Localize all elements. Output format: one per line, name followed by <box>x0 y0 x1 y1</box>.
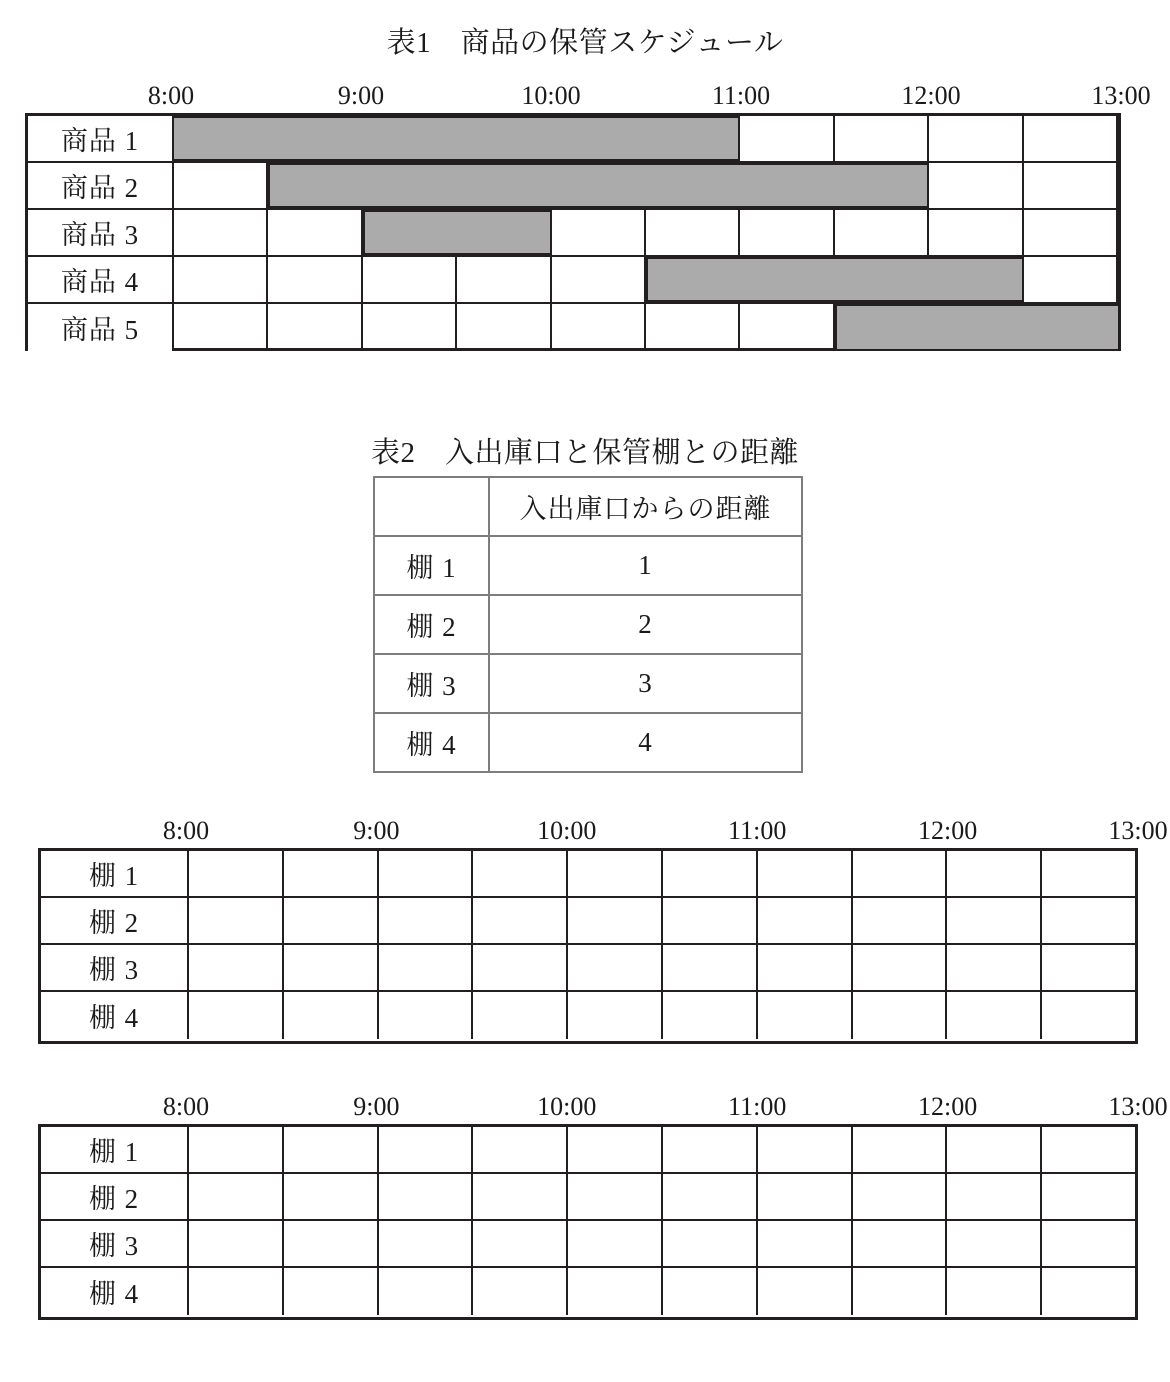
grid-cell[interactable] <box>552 257 646 302</box>
grid-cell[interactable] <box>379 1174 474 1219</box>
grid-cell[interactable] <box>1042 1127 1135 1172</box>
grid-cell[interactable] <box>268 257 362 302</box>
grid-cell[interactable] <box>947 1127 1042 1172</box>
grid-cell[interactable] <box>174 257 268 302</box>
grid-cell[interactable] <box>268 304 362 351</box>
table-row <box>41 1221 1135 1268</box>
grid-cell[interactable] <box>835 116 929 161</box>
grid-cell[interactable] <box>189 1174 284 1219</box>
table3-grid <box>38 848 1138 1044</box>
table-row <box>28 210 1118 257</box>
row-label: 棚 1 <box>41 851 189 896</box>
grid-cell[interactable] <box>568 1221 663 1266</box>
grid-cell[interactable] <box>947 1268 1042 1315</box>
row-cells <box>189 851 1135 896</box>
table2-value-header: 入出庫口からの距離 <box>489 477 802 536</box>
row-label: 棚 1 <box>41 1127 189 1172</box>
grid-cell[interactable] <box>853 945 948 990</box>
grid-cell[interactable] <box>663 851 758 896</box>
grid-cell[interactable] <box>663 1221 758 1266</box>
grid-cell[interactable] <box>929 116 1023 161</box>
row-cells <box>189 1174 1135 1219</box>
row-cells <box>189 1221 1135 1266</box>
grid-cell[interactable] <box>853 1127 948 1172</box>
grid-cell[interactable] <box>740 304 834 351</box>
grid-cell[interactable] <box>853 851 948 896</box>
grid-cell[interactable] <box>189 1127 284 1172</box>
grid-cell[interactable] <box>758 1268 853 1315</box>
row-label: 棚 4 <box>41 992 189 1039</box>
table2-header-row <box>374 477 802 536</box>
time-tick: 8:00 <box>162 1092 210 1121</box>
row-cells <box>174 163 1118 208</box>
table2-distance <box>373 476 803 773</box>
grid-cell[interactable] <box>853 992 948 1039</box>
row-label: 棚 2 <box>41 898 189 943</box>
row-cells <box>189 992 1135 1039</box>
table-row <box>374 713 802 772</box>
grid-cell[interactable] <box>473 1268 568 1315</box>
grid-cell[interactable] <box>379 1268 474 1315</box>
grid-cell[interactable] <box>758 1221 853 1266</box>
grid-cell[interactable] <box>284 851 379 896</box>
grid-cell[interactable] <box>379 1127 474 1172</box>
grid-cell[interactable] <box>552 304 646 351</box>
time-tick: 11:00 <box>711 81 771 110</box>
table-row <box>28 163 1118 210</box>
row-label: 商品 5 <box>28 304 174 351</box>
grid-cell[interactable] <box>473 992 568 1039</box>
schedule-bar <box>835 304 1118 351</box>
grid-cell[interactable] <box>457 257 551 302</box>
grid-cell[interactable] <box>947 898 1042 943</box>
grid-cell[interactable] <box>174 163 268 208</box>
grid-cell[interactable] <box>758 898 853 943</box>
grid-cell[interactable] <box>929 163 1023 208</box>
table-row <box>28 304 1118 351</box>
shelf-label-cell: 棚 1 <box>374 536 489 595</box>
grid-cell[interactable] <box>1024 116 1118 161</box>
grid-cell[interactable] <box>568 945 663 990</box>
time-tick: 12:00 <box>917 816 978 845</box>
grid-cell[interactable] <box>1042 1221 1135 1266</box>
table-row <box>41 1127 1135 1174</box>
grid-cell[interactable] <box>1024 163 1118 208</box>
grid-cell[interactable] <box>663 992 758 1039</box>
time-tick: 9:00 <box>353 816 400 845</box>
row-label: 棚 2 <box>41 1174 189 1219</box>
grid-cell[interactable] <box>947 1221 1042 1266</box>
grid-cell[interactable] <box>284 1221 379 1266</box>
grid-cell[interactable] <box>379 1221 474 1266</box>
time-tick: 9:00 <box>337 81 385 110</box>
row-label: 棚 3 <box>41 945 189 990</box>
row-label: 商品 1 <box>28 116 174 161</box>
row-cells <box>189 898 1135 943</box>
time-tick: 13:00 <box>1091 81 1151 110</box>
distance-value-cell: 1 <box>489 536 802 595</box>
table2-body <box>374 536 802 772</box>
grid-cell[interactable] <box>663 945 758 990</box>
grid-cell[interactable] <box>853 1268 948 1315</box>
grid-cell[interactable] <box>1024 210 1118 255</box>
schedule-bar <box>363 210 552 255</box>
grid-cell[interactable] <box>1042 992 1135 1039</box>
row-cells <box>189 945 1135 990</box>
row-cells <box>174 116 1118 161</box>
grid-cell[interactable] <box>379 945 474 990</box>
grid-cell[interactable] <box>284 898 379 943</box>
distance-value-cell: 2 <box>489 595 802 654</box>
grid-cell[interactable] <box>379 898 474 943</box>
grid-cell[interactable] <box>473 851 568 896</box>
grid-cell[interactable] <box>853 1221 948 1266</box>
grid-cell[interactable] <box>758 992 853 1039</box>
time-tick: 9:00 <box>353 1092 400 1121</box>
time-tick: 10:00 <box>537 816 597 845</box>
shelf-label-cell: 棚 2 <box>374 595 489 654</box>
table-row <box>41 898 1135 945</box>
grid-cell[interactable] <box>947 851 1042 896</box>
grid-cell[interactable] <box>552 210 646 255</box>
grid-cell[interactable] <box>363 304 457 351</box>
table-row <box>41 1174 1135 1221</box>
grid-cell[interactable] <box>853 898 948 943</box>
distance-value-cell: 3 <box>489 654 802 713</box>
grid-cell[interactable] <box>174 304 268 351</box>
time-tick: 11:00 <box>728 816 787 845</box>
grid-cell[interactable] <box>568 1127 663 1172</box>
grid-cell[interactable] <box>457 304 551 351</box>
schedule-bar <box>646 257 1024 302</box>
table1-title: 表1 商品の保管スケジュール <box>386 27 784 59</box>
grid-cell[interactable] <box>363 257 457 302</box>
grid-cell[interactable] <box>663 1127 758 1172</box>
row-cells <box>174 210 1118 255</box>
table-row <box>41 945 1135 992</box>
grid-cell[interactable] <box>268 210 362 255</box>
time-tick: 12:00 <box>917 1092 978 1121</box>
table-row <box>28 257 1118 304</box>
time-tick: 8:00 <box>162 816 210 845</box>
grid-cell[interactable] <box>379 851 474 896</box>
table-row <box>374 536 802 595</box>
grid-cell[interactable] <box>568 1174 663 1219</box>
grid-cell[interactable] <box>947 1174 1042 1219</box>
table-row <box>41 851 1135 898</box>
time-tick: 13:00 <box>1108 1092 1168 1121</box>
grid-cell[interactable] <box>663 1174 758 1219</box>
grid-cell[interactable] <box>929 210 1023 255</box>
schedule-bar <box>268 163 929 208</box>
row-cells <box>189 1127 1135 1172</box>
grid-cell[interactable] <box>284 1174 379 1219</box>
grid-cell[interactable] <box>947 945 1042 990</box>
grid-cell[interactable] <box>853 1174 948 1219</box>
row-cells <box>189 1268 1135 1315</box>
table-row <box>41 992 1135 1039</box>
time-tick: 11:00 <box>728 1092 787 1121</box>
shelf-label-cell: 棚 4 <box>374 713 489 772</box>
grid-cell[interactable] <box>663 898 758 943</box>
grid-cell[interactable] <box>758 1127 853 1172</box>
table1-grid <box>25 113 1121 351</box>
grid-cell[interactable] <box>663 1268 758 1315</box>
grid-cell[interactable] <box>646 304 740 351</box>
distance-value-cell: 4 <box>489 713 802 772</box>
row-label: 棚 3 <box>41 1221 189 1266</box>
grid-cell[interactable] <box>758 945 853 990</box>
grid-cell[interactable] <box>1042 898 1135 943</box>
table-row <box>41 1268 1135 1315</box>
grid-cell[interactable] <box>758 1174 853 1219</box>
grid-cell[interactable] <box>189 898 284 943</box>
time-tick: 10:00 <box>521 81 581 110</box>
grid-cell[interactable] <box>568 1268 663 1315</box>
table2-title: 表2 入出庫口と保管棚との距離 <box>370 437 799 469</box>
grid-cell[interactable] <box>473 1127 568 1172</box>
time-tick: 10:00 <box>537 1092 597 1121</box>
grid-cell[interactable] <box>284 1268 379 1315</box>
time-tick: 8:00 <box>147 81 195 110</box>
grid-cell[interactable] <box>1024 257 1118 302</box>
grid-cell[interactable] <box>189 1221 284 1266</box>
time-tick: 12:00 <box>901 81 961 110</box>
table-row <box>374 595 802 654</box>
row-label: 商品 4 <box>28 257 174 302</box>
grid-cell[interactable] <box>568 992 663 1039</box>
row-cells <box>174 257 1118 302</box>
row-label: 商品 2 <box>28 163 174 208</box>
grid-cell[interactable] <box>473 945 568 990</box>
table4-grid <box>38 1124 1138 1320</box>
table-row <box>374 654 802 713</box>
grid-cell[interactable] <box>646 210 740 255</box>
grid-cell[interactable] <box>473 1174 568 1219</box>
grid-cell[interactable] <box>947 992 1042 1039</box>
grid-cell[interactable] <box>189 945 284 990</box>
time-tick: 13:00 <box>1108 816 1168 845</box>
grid-cell[interactable] <box>473 1221 568 1266</box>
grid-cell[interactable] <box>740 116 834 161</box>
table-row <box>28 116 1118 163</box>
grid-cell[interactable] <box>1042 851 1135 896</box>
grid-cell[interactable] <box>379 992 474 1039</box>
grid-cell[interactable] <box>835 210 929 255</box>
grid-cell[interactable] <box>174 210 268 255</box>
schedule-bar <box>174 116 740 161</box>
table2-head <box>374 477 802 536</box>
grid-cell[interactable] <box>473 898 568 943</box>
grid-cell[interactable] <box>758 851 853 896</box>
shelf-label-cell: 棚 3 <box>374 654 489 713</box>
grid-cell[interactable] <box>1042 1174 1135 1219</box>
grid-cell[interactable] <box>1042 1268 1135 1315</box>
grid-cell[interactable] <box>568 851 663 896</box>
grid-cell[interactable] <box>284 992 379 1039</box>
table2-corner-cell <box>374 477 489 536</box>
grid-cell[interactable] <box>284 1127 379 1172</box>
grid-cell[interactable] <box>189 992 284 1039</box>
row-cells <box>174 304 1118 351</box>
grid-cell[interactable] <box>740 210 834 255</box>
row-label: 商品 3 <box>28 210 174 255</box>
row-label: 棚 4 <box>41 1268 189 1315</box>
grid-cell[interactable] <box>1042 945 1135 990</box>
grid-cell[interactable] <box>568 898 663 943</box>
grid-cell[interactable] <box>189 851 284 896</box>
grid-cell[interactable] <box>189 1268 284 1315</box>
grid-cell[interactable] <box>284 945 379 990</box>
